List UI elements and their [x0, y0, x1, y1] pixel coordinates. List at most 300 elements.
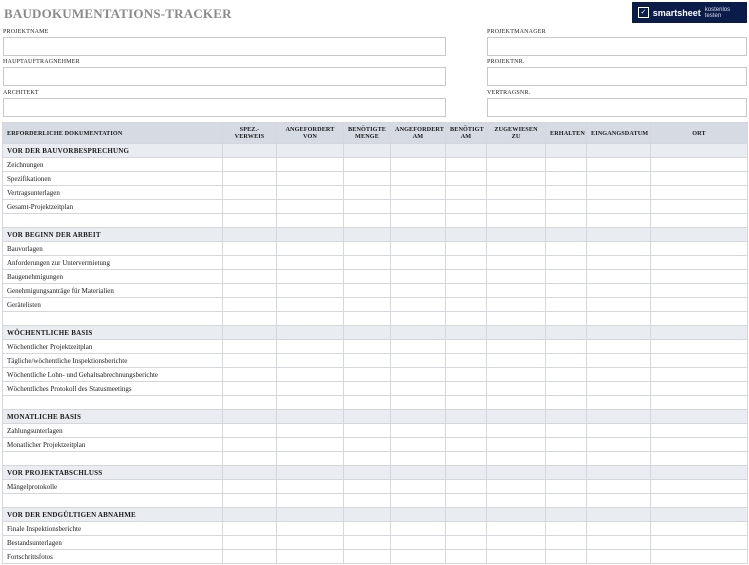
table-cell[interactable]: [487, 424, 546, 438]
table-cell[interactable]: [277, 424, 344, 438]
document-name-cell[interactable]: Finale Inspektionsberichte: [3, 522, 223, 536]
table-cell[interactable]: [546, 536, 587, 550]
table-cell[interactable]: [651, 382, 748, 396]
table-cell: [344, 410, 391, 424]
table-cell[interactable]: [277, 522, 344, 536]
table-row: [3, 438, 748, 452]
document-name-cell[interactable]: Wöchentliches Protokoll des Statusmeetings: [3, 382, 223, 396]
table-cell[interactable]: [344, 354, 391, 368]
table-cell[interactable]: [223, 396, 277, 410]
table-row: [3, 158, 748, 172]
table-cell[interactable]: [487, 396, 546, 410]
document-name-cell[interactable]: Anforderungen zur Untervermietung: [3, 256, 223, 270]
table-cell[interactable]: [391, 256, 446, 270]
table-cell[interactable]: [446, 536, 487, 550]
table-cell: [487, 228, 546, 242]
document-name-cell[interactable]: Fortschrittsfotos: [3, 550, 223, 564]
table-cell[interactable]: [446, 214, 487, 228]
column-header: BENÖTIGTE MENGE: [344, 123, 391, 144]
table-cell: [344, 144, 391, 158]
table-cell[interactable]: [344, 452, 391, 466]
document-name-cell[interactable]: Genehmigungsanträge für Materialien: [3, 284, 223, 298]
document-name-cell[interactable]: Tägliche/wöchentliche Inspektionsberichte: [3, 354, 223, 368]
document-name-cell[interactable]: Zeichnungen: [3, 158, 223, 172]
table-cell[interactable]: [391, 200, 446, 214]
table-cell[interactable]: [487, 186, 546, 200]
table-cell[interactable]: [587, 396, 651, 410]
architekt-input[interactable]: [3, 98, 446, 117]
table-cell[interactable]: [546, 270, 587, 284]
table-cell: [344, 228, 391, 242]
field-label: PROJEKTNAME: [3, 29, 49, 35]
document-name-cell[interactable]: Vertragsunterlagen: [3, 186, 223, 200]
section-label: VOR BEGINN DER ARBEIT: [3, 228, 223, 242]
table-cell[interactable]: [651, 536, 748, 550]
document-name-cell[interactable]: [3, 396, 223, 410]
table-cell[interactable]: [223, 452, 277, 466]
table-cell[interactable]: [344, 214, 391, 228]
table-cell[interactable]: [277, 354, 344, 368]
table-cell[interactable]: [487, 536, 546, 550]
table-cell[interactable]: [546, 480, 587, 494]
table-cell[interactable]: [587, 536, 651, 550]
table-cell[interactable]: [446, 284, 487, 298]
table-cell[interactable]: [446, 270, 487, 284]
table-cell[interactable]: [391, 396, 446, 410]
table-row: [3, 368, 748, 382]
table-cell: [587, 466, 651, 480]
table-cell[interactable]: [487, 172, 546, 186]
table-cell[interactable]: [391, 452, 446, 466]
table-cell[interactable]: [277, 396, 344, 410]
table-cell[interactable]: [546, 396, 587, 410]
table-cell[interactable]: [223, 200, 277, 214]
table-cell[interactable]: [651, 256, 748, 270]
table-cell[interactable]: [587, 158, 651, 172]
table-row: [3, 186, 748, 200]
table-cell[interactable]: [277, 214, 344, 228]
table-cell[interactable]: [651, 172, 748, 186]
table-cell[interactable]: [651, 298, 748, 312]
table-cell[interactable]: [446, 312, 487, 326]
document-name-cell[interactable]: [3, 214, 223, 228]
table-cell[interactable]: [487, 200, 546, 214]
table-cell[interactable]: [546, 494, 587, 508]
table-cell[interactable]: [344, 284, 391, 298]
table-cell[interactable]: [651, 396, 748, 410]
table-cell[interactable]: [391, 298, 446, 312]
table-cell[interactable]: [587, 284, 651, 298]
table-cell[interactable]: [651, 242, 748, 256]
documentation-table: [2, 122, 748, 564]
table-cell[interactable]: [391, 284, 446, 298]
table-cell[interactable]: [344, 186, 391, 200]
table-cell[interactable]: [546, 312, 587, 326]
table-cell[interactable]: [344, 480, 391, 494]
table-cell[interactable]: [587, 214, 651, 228]
table-cell[interactable]: [391, 494, 446, 508]
table-cell[interactable]: [487, 242, 546, 256]
table-cell: [223, 466, 277, 480]
document-name-cell[interactable]: Gerätelisten: [3, 298, 223, 312]
table-cell: [651, 144, 748, 158]
table-cell[interactable]: [651, 270, 748, 284]
table-cell: [391, 410, 446, 424]
table-cell[interactable]: [223, 242, 277, 256]
table-cell[interactable]: [391, 382, 446, 396]
table-cell[interactable]: [391, 340, 446, 354]
document-name-cell[interactable]: Monatlicher Projektzeitplan: [3, 438, 223, 452]
table-cell[interactable]: [223, 284, 277, 298]
table-cell[interactable]: [487, 158, 546, 172]
smartsheet-trial-button[interactable]: [632, 2, 747, 23]
table-cell[interactable]: [277, 550, 344, 564]
document-name-cell[interactable]: [3, 494, 223, 508]
table-cell[interactable]: [446, 550, 487, 564]
table-cell: [223, 508, 277, 522]
table-cell[interactable]: [391, 354, 446, 368]
table-cell[interactable]: [651, 368, 748, 382]
table-cell: [546, 508, 587, 522]
table-cell[interactable]: [391, 550, 446, 564]
table-cell[interactable]: [344, 298, 391, 312]
table-cell[interactable]: [277, 298, 344, 312]
table-cell[interactable]: [277, 480, 344, 494]
table-cell[interactable]: [546, 522, 587, 536]
section-row: [3, 144, 748, 158]
table-cell[interactable]: [391, 312, 446, 326]
table-cell[interactable]: [391, 242, 446, 256]
table-cell[interactable]: [651, 340, 748, 354]
table-cell[interactable]: [587, 382, 651, 396]
table-cell[interactable]: [651, 186, 748, 200]
table-cell[interactable]: [223, 494, 277, 508]
table-cell[interactable]: [223, 550, 277, 564]
table-cell[interactable]: [587, 242, 651, 256]
table-cell[interactable]: [344, 494, 391, 508]
table-cell[interactable]: [223, 312, 277, 326]
table-cell[interactable]: [546, 298, 587, 312]
table-cell[interactable]: [487, 284, 546, 298]
table-cell[interactable]: [487, 494, 546, 508]
table-cell[interactable]: [546, 452, 587, 466]
table-cell[interactable]: [651, 354, 748, 368]
document-name-cell[interactable]: Wöchentliche Lohn- und Gehaltsabrechnungsberichte: [3, 368, 223, 382]
table-cell[interactable]: [277, 494, 344, 508]
table-cell[interactable]: [651, 312, 748, 326]
table-cell[interactable]: [391, 368, 446, 382]
document-name-cell[interactable]: Mängelprotokolle: [3, 480, 223, 494]
table-cell[interactable]: [446, 256, 487, 270]
table-cell[interactable]: [487, 480, 546, 494]
field-label: PROJEKTMANAGER: [487, 29, 546, 35]
table-cell[interactable]: [546, 214, 587, 228]
table-cell[interactable]: [487, 522, 546, 536]
table-cell[interactable]: [446, 354, 487, 368]
table-cell[interactable]: [587, 340, 651, 354]
table-cell[interactable]: [546, 172, 587, 186]
table-cell: [546, 326, 587, 340]
table-cell[interactable]: [223, 536, 277, 550]
table-cell[interactable]: [277, 452, 344, 466]
table-cell[interactable]: [344, 382, 391, 396]
table-cell[interactable]: [391, 424, 446, 438]
document-name-cell[interactable]: Zahlungsunterlagen: [3, 424, 223, 438]
table-cell[interactable]: [446, 242, 487, 256]
table-cell[interactable]: [651, 214, 748, 228]
projektnr-input[interactable]: [487, 67, 747, 86]
table-cell[interactable]: [344, 158, 391, 172]
table-cell[interactable]: [391, 536, 446, 550]
table-cell[interactable]: [391, 438, 446, 452]
table-cell[interactable]: [223, 480, 277, 494]
projektname-input[interactable]: [3, 37, 446, 56]
table-cell[interactable]: [587, 270, 651, 284]
table-cell[interactable]: [587, 368, 651, 382]
table-cell[interactable]: [277, 382, 344, 396]
field-label: HAUPTAUFTRAGNEHMER: [3, 59, 80, 65]
table-cell[interactable]: [391, 172, 446, 186]
table-cell[interactable]: [344, 242, 391, 256]
table-cell[interactable]: [344, 256, 391, 270]
table-cell[interactable]: [223, 186, 277, 200]
table-cell[interactable]: [223, 172, 277, 186]
table-cell[interactable]: [344, 312, 391, 326]
table-cell[interactable]: [223, 298, 277, 312]
section-row: [3, 228, 748, 242]
table-cell[interactable]: [446, 298, 487, 312]
table-cell[interactable]: [651, 424, 748, 438]
table-cell[interactable]: [587, 438, 651, 452]
table-cell[interactable]: [277, 186, 344, 200]
table-cell[interactable]: [223, 368, 277, 382]
table-cell[interactable]: [223, 158, 277, 172]
table-cell[interactable]: [651, 550, 748, 564]
table-cell[interactable]: [446, 494, 487, 508]
table-cell[interactable]: [446, 424, 487, 438]
table-cell[interactable]: [487, 270, 546, 284]
table-cell: [277, 326, 344, 340]
section-row: [3, 410, 748, 424]
blank-row: [3, 452, 748, 466]
table-cell: [546, 144, 587, 158]
table-cell[interactable]: [587, 312, 651, 326]
table-cell[interactable]: [277, 284, 344, 298]
table-cell[interactable]: [446, 382, 487, 396]
section-label: VOR PROJEKTABSCHLUSS: [3, 466, 223, 480]
table-cell[interactable]: [587, 480, 651, 494]
table-cell[interactable]: [344, 536, 391, 550]
table-cell[interactable]: [446, 172, 487, 186]
table-cell[interactable]: [391, 270, 446, 284]
table-row: [3, 480, 748, 494]
table-cell[interactable]: [446, 396, 487, 410]
table-cell[interactable]: [487, 452, 546, 466]
table-cell[interactable]: [546, 354, 587, 368]
table-cell[interactable]: [344, 424, 391, 438]
table-cell[interactable]: [277, 368, 344, 382]
table-cell: [344, 326, 391, 340]
document-name-cell[interactable]: Baugenehmigungen: [3, 270, 223, 284]
table-header-row: [3, 123, 748, 144]
table-cell[interactable]: [587, 256, 651, 270]
section-label: MONATLICHE BASIS: [3, 410, 223, 424]
check-icon: ✓: [638, 7, 649, 18]
table-cell[interactable]: [487, 354, 546, 368]
table-cell: [587, 508, 651, 522]
vertragsnr-input[interactable]: [487, 98, 747, 117]
document-name-cell[interactable]: [3, 312, 223, 326]
table-cell[interactable]: [344, 438, 391, 452]
table-cell[interactable]: [546, 256, 587, 270]
table-cell[interactable]: [446, 368, 487, 382]
table-cell[interactable]: [277, 438, 344, 452]
column-header: ERHALTEN: [546, 123, 587, 144]
table-cell[interactable]: [344, 340, 391, 354]
table-cell[interactable]: [277, 340, 344, 354]
table-cell[interactable]: [446, 200, 487, 214]
table-cell[interactable]: [587, 550, 651, 564]
table-cell[interactable]: [651, 284, 748, 298]
blank-row: [3, 312, 748, 326]
table-cell: [587, 326, 651, 340]
table-cell[interactable]: [546, 368, 587, 382]
table-cell[interactable]: [546, 200, 587, 214]
table-cell[interactable]: [223, 214, 277, 228]
table-cell[interactable]: [277, 536, 344, 550]
table-cell[interactable]: [546, 424, 587, 438]
table-cell[interactable]: [391, 214, 446, 228]
table-cell[interactable]: [344, 368, 391, 382]
table-cell[interactable]: [546, 242, 587, 256]
table-cell[interactable]: [223, 340, 277, 354]
table-cell[interactable]: [223, 424, 277, 438]
table-cell[interactable]: [546, 550, 587, 564]
table-cell: [446, 466, 487, 480]
table-cell[interactable]: [587, 186, 651, 200]
table-cell[interactable]: [487, 298, 546, 312]
table-cell[interactable]: [344, 522, 391, 536]
table-cell[interactable]: [223, 438, 277, 452]
table-cell[interactable]: [587, 522, 651, 536]
table-cell[interactable]: [446, 186, 487, 200]
table-cell[interactable]: [487, 312, 546, 326]
table-cell[interactable]: [587, 200, 651, 214]
table-cell: [446, 326, 487, 340]
table-cell[interactable]: [651, 452, 748, 466]
table-cell[interactable]: [587, 424, 651, 438]
document-name-cell[interactable]: Bauvorlagen: [3, 242, 223, 256]
table-cell: [344, 466, 391, 480]
table-cell[interactable]: [546, 284, 587, 298]
table-cell[interactable]: [446, 480, 487, 494]
table-cell[interactable]: [546, 158, 587, 172]
document-name-cell[interactable]: Spezifikationen: [3, 172, 223, 186]
table-cell[interactable]: [391, 186, 446, 200]
table-cell[interactable]: [587, 172, 651, 186]
table-cell[interactable]: [277, 256, 344, 270]
document-name-cell[interactable]: Bestandsunterlagen: [3, 536, 223, 550]
table-cell[interactable]: [546, 186, 587, 200]
table-cell[interactable]: [487, 382, 546, 396]
table-cell[interactable]: [446, 340, 487, 354]
table-cell[interactable]: [487, 550, 546, 564]
table-cell[interactable]: [546, 340, 587, 354]
table-cell[interactable]: [487, 368, 546, 382]
table-cell[interactable]: [487, 340, 546, 354]
table-cell[interactable]: [587, 298, 651, 312]
table-cell[interactable]: [391, 522, 446, 536]
table-cell[interactable]: [344, 550, 391, 564]
table-cell[interactable]: [223, 522, 277, 536]
table-cell[interactable]: [651, 522, 748, 536]
table-cell[interactable]: [651, 438, 748, 452]
table-cell[interactable]: [487, 438, 546, 452]
table-cell[interactable]: [344, 396, 391, 410]
table-cell[interactable]: [223, 270, 277, 284]
table-cell[interactable]: [344, 172, 391, 186]
table-cell[interactable]: [651, 158, 748, 172]
table-cell[interactable]: [277, 172, 344, 186]
table-cell: [223, 228, 277, 242]
table-cell[interactable]: [587, 494, 651, 508]
table-row: [3, 200, 748, 214]
blank-row: [3, 214, 748, 228]
column-header: ANGEFORDERT AM: [391, 123, 446, 144]
table-cell[interactable]: [446, 522, 487, 536]
table-cell[interactable]: [487, 214, 546, 228]
table-cell: [277, 508, 344, 522]
table-cell[interactable]: [391, 158, 446, 172]
hauptauftragnehmer-input[interactable]: [3, 67, 446, 86]
document-name-cell[interactable]: Gesamt-Projektzeitplan: [3, 200, 223, 214]
table-cell[interactable]: [651, 200, 748, 214]
table-cell[interactable]: [446, 438, 487, 452]
column-header: ZUGEWIESEN ZU: [487, 123, 546, 144]
projektmanager-input[interactable]: [487, 37, 747, 56]
table-cell: [446, 144, 487, 158]
table-cell[interactable]: [223, 256, 277, 270]
table-row: [3, 424, 748, 438]
table-cell: [277, 410, 344, 424]
table-cell[interactable]: [487, 256, 546, 270]
table-cell[interactable]: [446, 158, 487, 172]
table-cell[interactable]: [223, 354, 277, 368]
table-cell[interactable]: [344, 270, 391, 284]
table-row: [3, 382, 748, 396]
table-cell[interactable]: [587, 354, 651, 368]
table-cell[interactable]: [587, 452, 651, 466]
table-cell[interactable]: [391, 480, 446, 494]
table-cell[interactable]: [651, 480, 748, 494]
table-cell[interactable]: [446, 452, 487, 466]
table-cell[interactable]: [546, 438, 587, 452]
table-cell[interactable]: [223, 382, 277, 396]
table-cell[interactable]: [277, 200, 344, 214]
table-cell[interactable]: [277, 158, 344, 172]
table-cell[interactable]: [277, 242, 344, 256]
brand-cta: kostenlos testen: [704, 6, 731, 19]
table-cell[interactable]: [546, 382, 587, 396]
field-vertragsnr: [487, 89, 747, 117]
table-cell[interactable]: [344, 200, 391, 214]
table-cell[interactable]: [277, 270, 344, 284]
table-cell[interactable]: [651, 494, 748, 508]
table-cell[interactable]: [277, 312, 344, 326]
document-name-cell[interactable]: Wöchentlicher Projektzeitplan: [3, 340, 223, 354]
table-cell: [223, 144, 277, 158]
document-name-cell[interactable]: [3, 452, 223, 466]
